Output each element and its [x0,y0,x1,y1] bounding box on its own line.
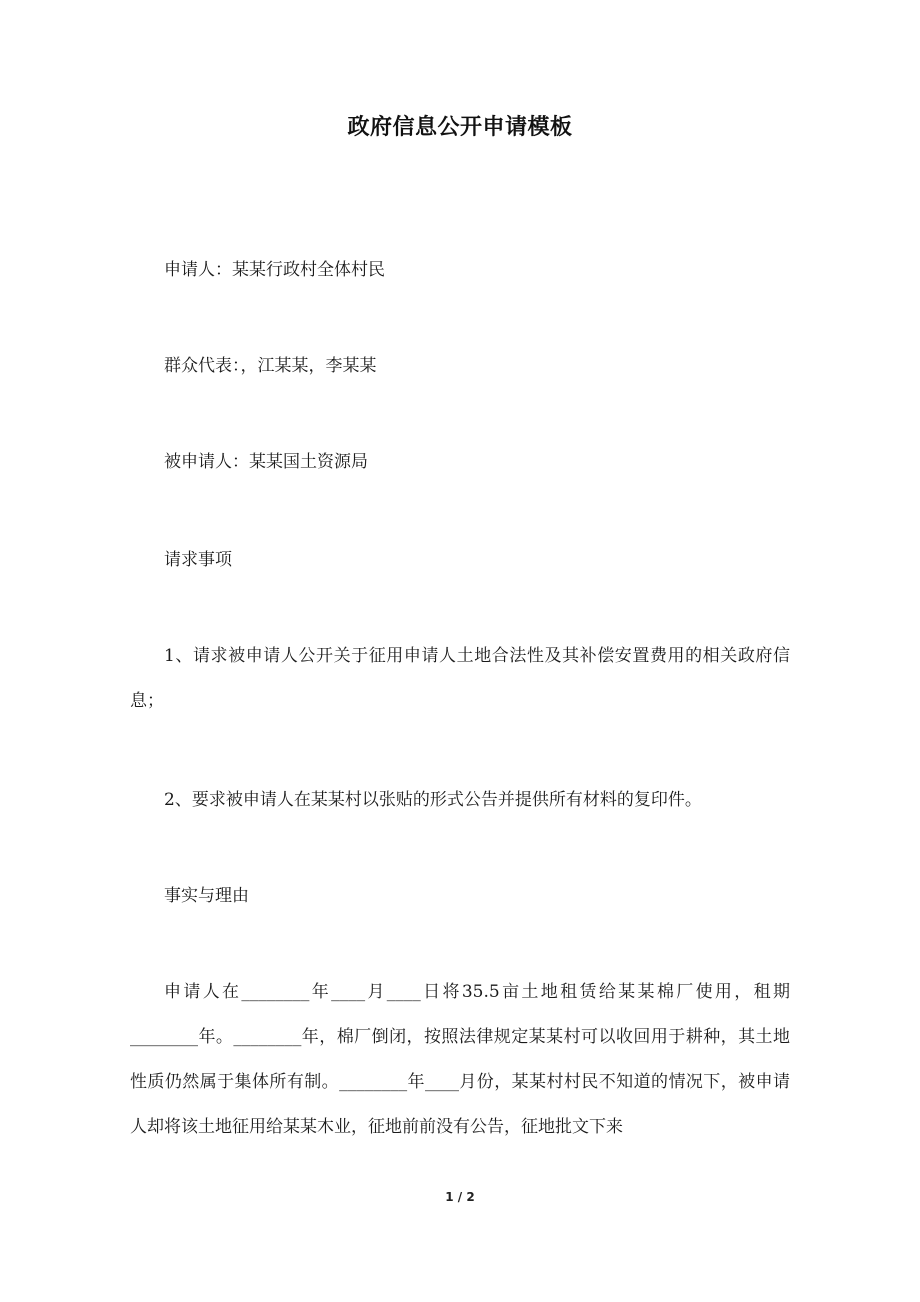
request-item-1: 1、请求被申请人公开关于征用申请人土地合法性及其补偿安置费用的相关政府信息； [130,646,790,711]
representatives-line: 群众代表：，江某某，李某某 [164,356,377,376]
respondent-line: 被申请人：某某国土资源局 [164,452,368,472]
page-number: 1 / 2 [445,1190,475,1204]
request-item-2: 2、要求被申请人在某某村以张贴的形式公告并提供所有材料的复印件。 [164,790,702,810]
facts-paragraph: 申请人在________年____月____日将35.5亩土地租赁给某某棉厂使用，租期________年。________年，棉厂倒闭，按照法律规定某某村可以收回用于耕种，其土地性质仍然属于集体所有制。________年____月份，某某村村民不知道的情况下，被申请人却将该土地征用给某某木业，征地前前没有公告，征地批文下来 [130,982,790,1137]
section-heading-requests: 请求事项 [164,550,232,570]
applicant-line: 申请人：某某行政村全体村民 [164,260,385,280]
section-heading-facts: 事实与理由 [164,886,249,906]
document-title: 政府信息公开申请模板 [347,115,573,140]
